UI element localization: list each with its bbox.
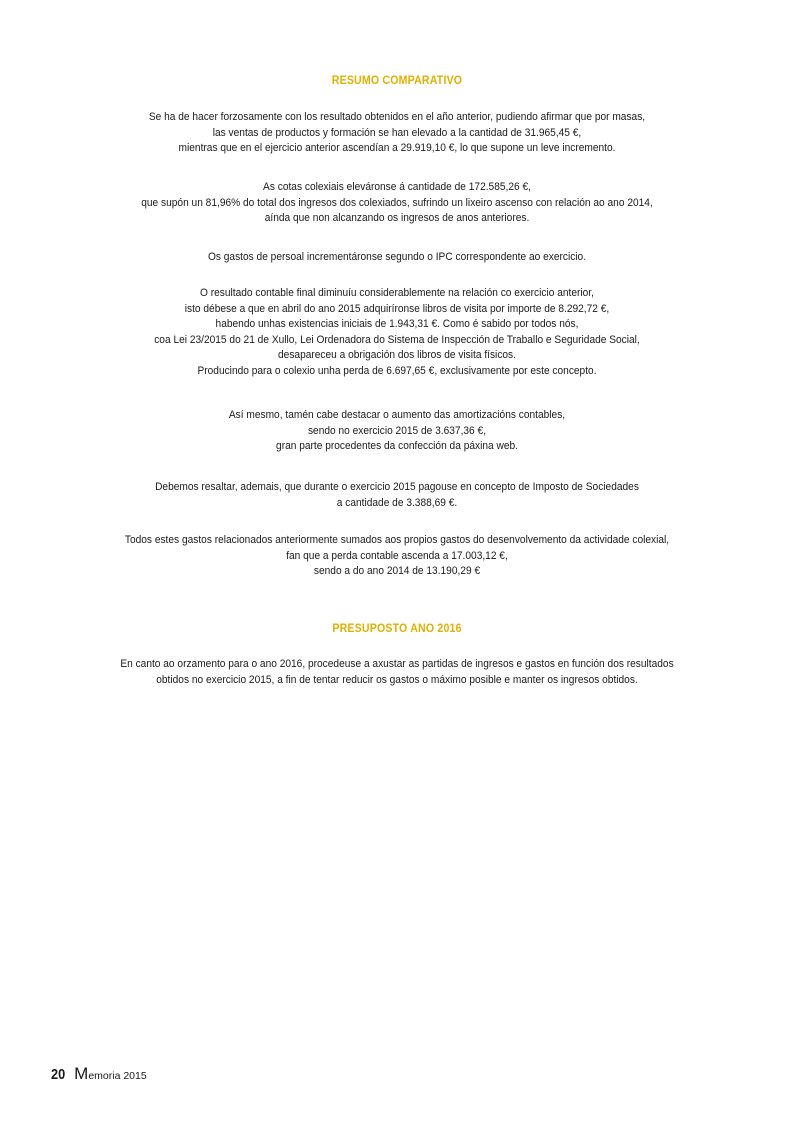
paragraph-imposto-sociedades bbox=[94, 480, 701, 511]
section-title-presuposto-2016: PRESUPOSTO ANO 2016 bbox=[332, 623, 462, 635]
publication-title: emoria 2015 bbox=[88, 1070, 147, 1082]
paragraph-line: obtidos no exercicio 2015, a fin de tentar reducir os gastos o máximo posible e manter os ingresos obtidos. bbox=[156, 673, 638, 686]
paragraph-ventas bbox=[94, 110, 701, 157]
paragraph-orzamento bbox=[94, 657, 701, 688]
paragraph-line: desapareceu a obrigación dos libros de visita físicos. bbox=[278, 349, 516, 361]
page-footer bbox=[51, 1064, 147, 1086]
paragraph-cotas bbox=[94, 180, 701, 227]
paragraph-line: Se ha de hacer forzosamente con los resultado obtenidos en el año anterior, pudiendo afirmar que por masas, bbox=[148, 111, 646, 123]
paragraph-line: las ventas de productos y formación se han elevado a la cantidad de 31.965,45 €, bbox=[212, 126, 582, 139]
paragraph-line: que supón un 81,96% do total dos ingresos dos colexiados, sufrindo un lixeiro ascenso con relación ao ano 2014, bbox=[141, 196, 653, 209]
paragraph-amortizacions bbox=[94, 408, 701, 455]
paragraph-gastos-persoal bbox=[94, 250, 701, 266]
paragraph-line: aínda que non alcanzando os ingresos de anos anteriores. bbox=[264, 212, 530, 224]
paragraph-line: Así mesmo, tamén cabe destacar o aumento das amortizacións contables, bbox=[228, 409, 566, 421]
paragraph-line: a cantidade de 3.388,69 €. bbox=[336, 496, 458, 509]
paragraph-line: Todos estes gastos relacionados anteriormente sumados aos propios gastos do desenvolvemento da actividade colexial, bbox=[124, 534, 670, 546]
paragraph-line: Debemos resaltar, ademais, que durante o exercicio 2015 pagouse en concepto de Imposto de Sociedades bbox=[155, 481, 639, 493]
paragraph-resultado-contable bbox=[94, 286, 701, 379]
paragraph-line: habendo unhas existencias iniciais de 1.943,31 €. Como é sabido por todos nós, bbox=[215, 318, 579, 330]
paragraph-line: coa Lei 23/2015 do 21 de Xullo, Lei Ordenadora do Sistema de Inspección de Traballo e Seguridade Social, bbox=[154, 333, 640, 346]
paragraph-line: sendo a do ano 2014 de 13.190,29 € bbox=[313, 565, 481, 577]
paragraph-line: O resultado contable final diminuíu considerablemente na relación co exercicio anterior, bbox=[200, 287, 594, 299]
paragraph-line: isto débese a que en abril do ano 2015 adquiríronse libros de visita por importe de 8.292,72 €, bbox=[184, 302, 610, 315]
paragraph-line: sendo no exercicio 2015 de 3.637,36 €, bbox=[307, 424, 487, 437]
paragraph-line: En canto ao orzamento para o ano 2016, procedeuse a axustar as partidas de ingresos e gastos en función dos resultados bbox=[120, 658, 674, 670]
paragraph-perda-contable bbox=[94, 533, 701, 580]
paragraph-line: As cotas colexiais eleváronse á cantidade de 172.585,26 €, bbox=[263, 181, 531, 193]
paragraph-line: Os gastos de persoal incrementáronse segundo o IPC correspondente ao exercicio. bbox=[207, 251, 587, 263]
paragraph-line: mientras que en el ejercicio anterior ascendían a 29.919,10 €, lo que supone un leve incremento. bbox=[178, 142, 616, 154]
page-number: 20 bbox=[51, 1066, 66, 1083]
paragraph-line: Producindo para o colexio unha perda de 6.697,65 €, exclusivamente por este concepto. bbox=[197, 364, 597, 377]
paragraph-line: gran parte procedentes da confección da páxina web. bbox=[276, 440, 518, 452]
publication-title-initial: M bbox=[74, 1064, 89, 1083]
paragraph-line: fan que a perda contable ascenda a 17.003,12 €, bbox=[286, 549, 508, 562]
section-title-resumo-comparativo: RESUMO COMPARATIVO bbox=[331, 75, 463, 87]
